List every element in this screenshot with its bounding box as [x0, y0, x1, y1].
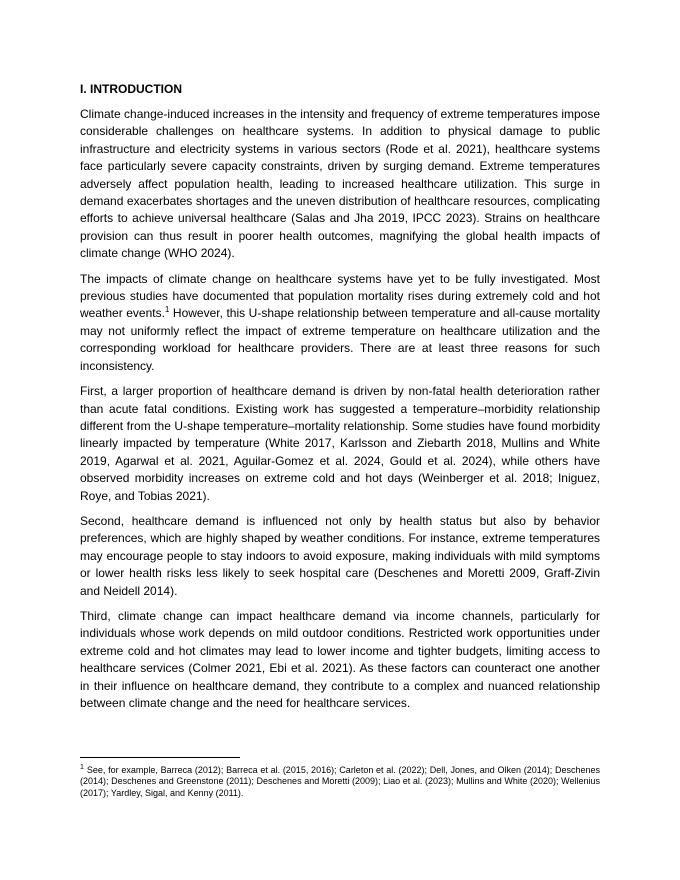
footnote-1 — [80, 765, 600, 799]
paragraph-4: Second, healthcare demand is influenced not only by health status but also by behavior preferences, which are highly shaped by weather conditions. For instance, extreme temperatures may encourage people to stay indoors to avoid exposure, making individuals with mild symptoms or lower health risks less likely to seek hospital care (Deschenes and Moretti 2009, Graff-Zivin and Neidell 2014). — [80, 513, 600, 598]
paragraph-5: Third, climate change can impact healthcare demand via income channels, particularly for individuals whose work depends on mild outdoor conditions. Restricted work opportunities under extreme cold and hot climates may lead to lower income and tighter budgets, limiting access to healthcare services (Colmer 2021, Ebi et al. 2021). As these factors can counteract one another in their influence on healthcare demand, they contribute to a complex and nuanced relationship between climate change and the need for healthcare services. — [80, 608, 600, 710]
body-text — [80, 106, 600, 720]
paragraph-1: Climate change-induced increases in the intensity and frequency of extreme temperatures impose considerable challenges on healthcare systems. In addition to physical damage to public infrastructure and electricity systems in various sectors (Rode et al. 2021), healthcare systems face particularly severe capacity constraints, driven by surging demand. Extreme temperatures adversely affect population health, leading to increased healthcare utilization. This surge in demand exacerbates shortages and the uneven distribution of healthcare resources, complicating efforts to achieve universal healthcare (Salas and Jha 2019, IPCC 2023). Strains on healthcare provision can thus result in poorer health outcomes, magnifying the global health impacts of climate change (WHO 2024). — [80, 107, 600, 261]
footnote-text: See, for example, Barreca (2012); Barreca et al. (2015, 2016); Carleton et al. (2022); Dell, Jones, and Olken (2014); Deschenes (2014); Deschenes and Greenstone (2011); Deschenes and Moretti (2009); Liao et al. (2023); Mullins and White (2020); Wellenius (2017); Yardley, Sigal, and Kenny (2011). — [80, 765, 600, 798]
section-heading: I. INTRODUCTION — [80, 82, 182, 96]
footnote-number: 1 — [80, 764, 84, 771]
paragraph-2 — [80, 271, 600, 375]
footnote-reference-1[interactable]: 1 — [164, 305, 170, 315]
paragraph-2-text-before-footnote: The impacts of climate change on healthcare systems have yet to be fully investigated. Most previous studies have documented that population mortality rises during extremely cold and hot weather events. — [80, 271, 600, 321]
paragraph-3: First, a larger proportion of healthcare demand is driven by non-fatal health deterioration rather than acute fatal conditions. Existing work has suggested a temperature–morbidity relationship different from the U-shape temperature–mortality relationship. Some studies have found morbidity linearly impacted by temperature (White 2017, Karlsson and Ziebarth 2018, Mullins and White 2019, Agarwal et al. 2021, Aguilar-Gomez et al. 2024, Gould et al. 2024), while others have observed morbidity increases on extreme cold and hot days (Weinberger et al. 2018; Iniguez, Roye, and Tobias 2021). — [80, 384, 600, 503]
paragraph-2-text-after-footnote: However, this U-shape relationship between temperature and all-cause mortality may not uniformly reflect the impact of extreme temperature on healthcare utilization and the corresponding workload for healthcare providers. There are at least three reasons for such inconsistency. — [80, 306, 601, 373]
footnote-divider — [80, 757, 240, 758]
